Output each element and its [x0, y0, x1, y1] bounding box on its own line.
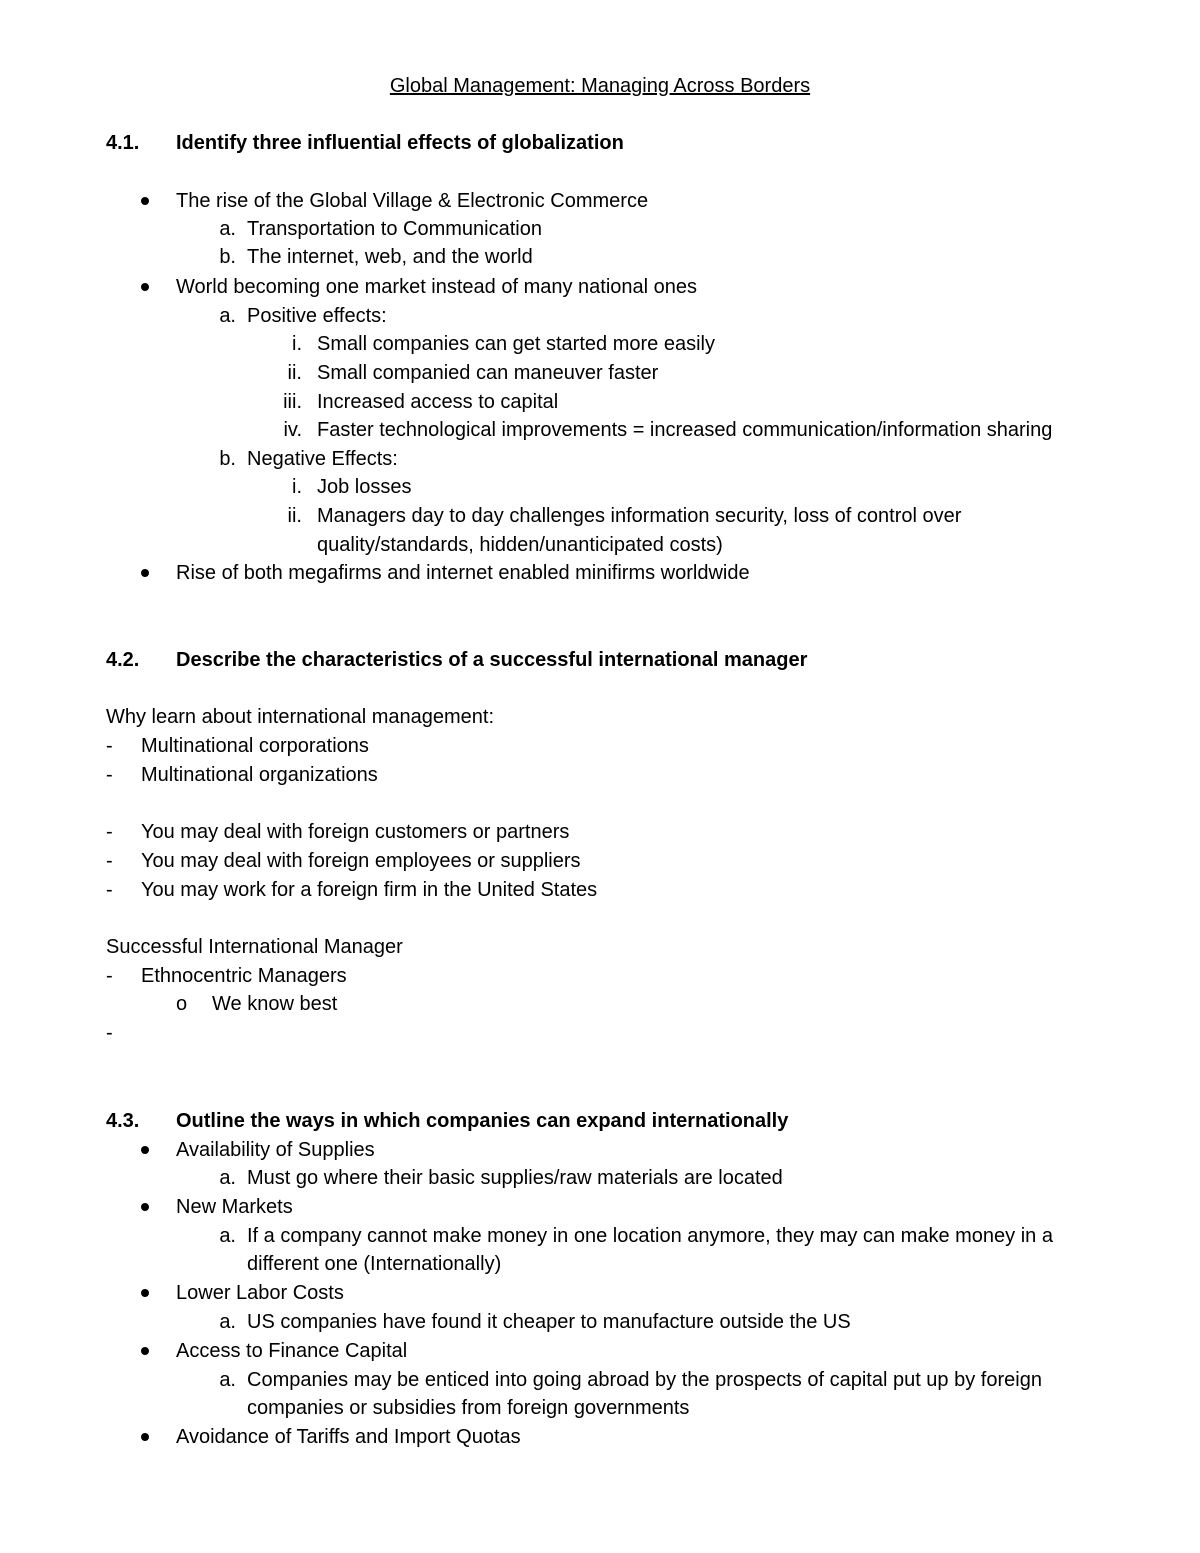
- section-heading: Describe the characteristics of a successful international manager: [176, 649, 808, 671]
- document-title: Global Management: Managing Across Borders: [389, 75, 811, 97]
- bullet-icon: [141, 283, 149, 291]
- list-item: Multinational corporations: [141, 735, 369, 757]
- bullet-icon: [141, 1203, 149, 1211]
- list-label: iii.: [283, 391, 302, 413]
- bullet-icon: [141, 1146, 149, 1154]
- section-number: 4.1.: [106, 132, 140, 154]
- section-number: 4.2.: [106, 649, 140, 671]
- list-item: You may deal with foreign customers or partners: [141, 821, 570, 843]
- section-heading: Outline the ways in which companies can expand internationally: [176, 1110, 789, 1132]
- dash-marker: -: [106, 821, 113, 843]
- list-item-continuation: companies or subsidies from foreign governments: [247, 1397, 690, 1419]
- list-item: The internet, web, and the world: [247, 246, 533, 268]
- list-item: Negative Effects:: [247, 448, 398, 470]
- list-item: Avoidance of Tariffs and Import Quotas: [176, 1426, 521, 1448]
- list-item-continuation: quality/standards, hidden/unanticipated costs): [317, 534, 723, 556]
- list-item: Lower Labor Costs: [176, 1282, 344, 1304]
- list-label: i.: [292, 333, 302, 355]
- list-label: b.: [219, 246, 236, 268]
- paragraph: Successful International Manager: [106, 936, 403, 958]
- list-label: b.: [219, 448, 236, 470]
- list-item: We know best: [212, 993, 338, 1015]
- list-item: Small companies can get started more easily: [317, 333, 715, 355]
- list-label: a.: [219, 1225, 236, 1247]
- bullet-icon: [141, 569, 149, 577]
- list-item: Ethnocentric Managers: [141, 965, 347, 987]
- list-item: Increased access to capital: [317, 391, 559, 413]
- list-item: You may work for a foreign firm in the United States: [141, 879, 598, 901]
- dash-marker: -: [106, 850, 113, 872]
- list-item: If a company cannot make money in one location anymore, they may can make money in a: [247, 1225, 1053, 1247]
- list-label: ii.: [287, 362, 302, 384]
- bullet-icon: [141, 1289, 149, 1297]
- list-label: iv.: [283, 419, 302, 441]
- bullet-icon: [141, 197, 149, 205]
- list-label: a.: [219, 1167, 236, 1189]
- section-number: 4.3.: [106, 1110, 140, 1132]
- circle-marker: o: [176, 993, 188, 1015]
- list-item: Transportation to Communication: [247, 218, 542, 240]
- list-item: World becoming one market instead of many national ones: [176, 276, 698, 298]
- bullet-icon: [141, 1433, 149, 1441]
- list-label: a.: [219, 218, 236, 240]
- section-heading: Identify three influential effects of globalization: [176, 132, 624, 154]
- list-item: Positive effects:: [247, 305, 387, 327]
- dash-marker: -: [106, 965, 113, 987]
- list-label: a.: [219, 305, 236, 327]
- list-item: Multinational organizations: [141, 764, 378, 786]
- bullet-icon: [141, 1347, 149, 1355]
- list-item: Access to Finance Capital: [176, 1340, 408, 1362]
- list-item: Faster technological improvements = increased communication/information sharing: [317, 419, 1053, 441]
- list-item: Availability of Supplies: [176, 1139, 375, 1161]
- list-item: Rise of both megafirms and internet enabled minifirms worldwide: [176, 562, 750, 584]
- list-item: Job losses: [317, 476, 412, 498]
- dash-marker: -: [106, 735, 113, 757]
- list-item: Small companied can maneuver faster: [317, 362, 659, 384]
- dash-marker: -: [106, 879, 113, 901]
- list-item: Companies may be enticed into going abroad by the prospects of capital put up by foreign: [247, 1369, 1042, 1391]
- list-item: New Markets: [176, 1196, 293, 1218]
- list-label: a.: [219, 1369, 236, 1391]
- list-label: i.: [292, 476, 302, 498]
- list-item: Must go where their basic supplies/raw materials are located: [247, 1167, 783, 1189]
- list-item: Managers day to day challenges information security, loss of control over: [317, 505, 962, 527]
- list-item-continuation: different one (Internationally): [247, 1253, 502, 1275]
- list-item: US companies have found it cheaper to manufacture outside the US: [247, 1311, 851, 1333]
- list-label: a.: [219, 1311, 236, 1333]
- paragraph: Why learn about international management:: [106, 706, 495, 728]
- dash-marker: -: [106, 1022, 113, 1044]
- list-item: The rise of the Global Village & Electronic Commerce: [176, 190, 649, 212]
- list-item: You may deal with foreign employees or suppliers: [141, 850, 581, 872]
- dash-marker: -: [106, 764, 113, 786]
- list-label: ii.: [287, 505, 302, 527]
